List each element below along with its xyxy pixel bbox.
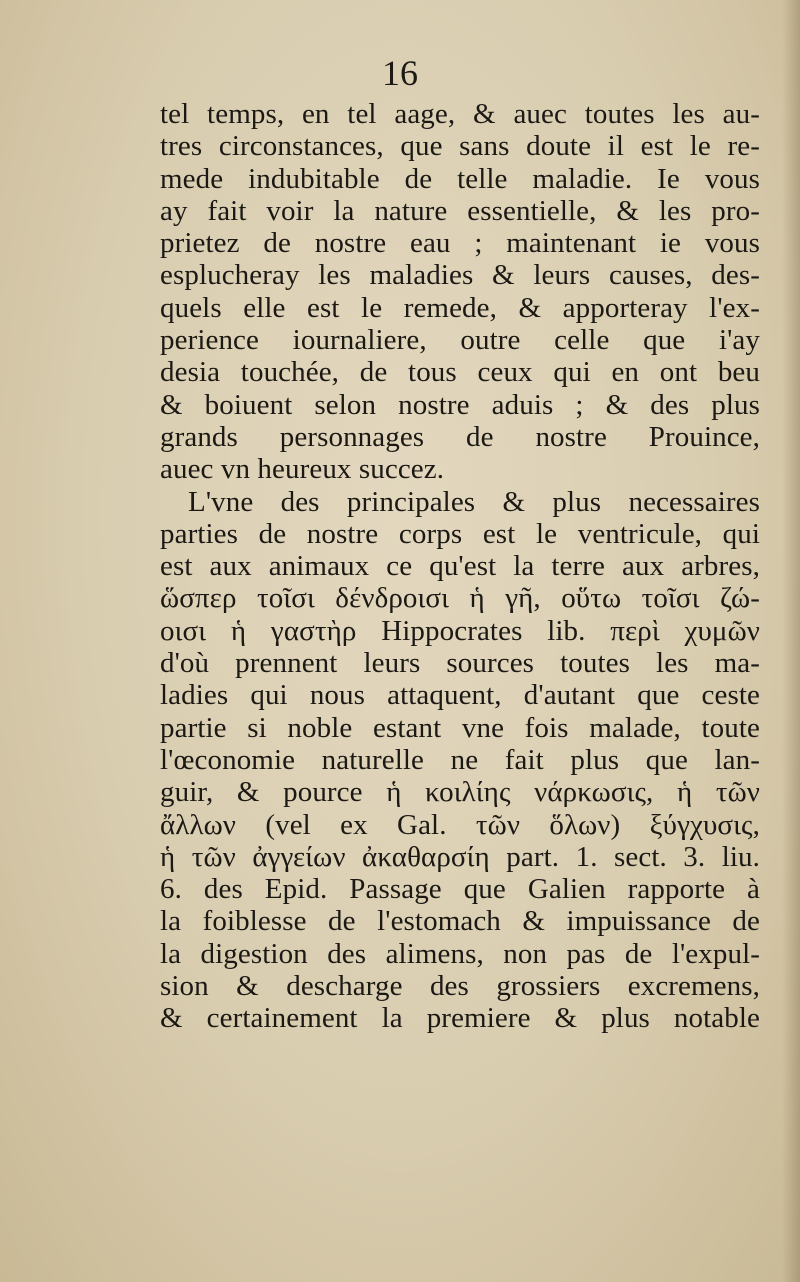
- text-line: la digestion des alimens, non pas de l'expul-: [160, 937, 760, 970]
- text-line: ay fait voir la nature essentielle, & les pro-: [160, 194, 760, 227]
- text-line: & certainement la premiere & plus notable: [160, 1002, 760, 1035]
- text-line: auec vn heureux succez.: [160, 453, 445, 486]
- text-line: L'vne des principales & plus necessaires: [188, 485, 760, 518]
- page-number: 16: [382, 53, 418, 93]
- text-line: ladies qui nous attaquent, d'autant que ceste: [160, 679, 760, 712]
- text-line: sion & descharge des grossiers excremens,: [160, 970, 760, 1003]
- text-line: prietez de nostre eau ; maintenant ie vous: [160, 227, 760, 260]
- text-line: parties de nostre corps est le ventricule, qui: [160, 517, 760, 550]
- text-line: grands personnages de nostre Prouince,: [160, 420, 760, 453]
- page-edge-shadow: [782, 0, 800, 1282]
- text-line: ἡ τῶν ἀγγείων ἀκαθαρσίη part. 1. sect. 3. liu.: [160, 840, 760, 873]
- text-line: perience iournaliere, outre celle que i'ay: [160, 324, 760, 357]
- text-line: mede indubitable de telle maladie. Ie vous: [160, 162, 760, 195]
- text-line: tel temps, en tel aage, & auec toutes les au-: [160, 98, 760, 130]
- text-line: esplucheray les maladies & leurs causes, des-: [160, 259, 760, 292]
- text-line: partie si noble estant vne fois malade, toute: [160, 711, 760, 744]
- text-line: la foiblesse de l'estomach & impuissance de: [160, 905, 760, 938]
- text-line: ἄλλων (vel ex Gal. τῶν ὅλων) ξύγχυσις,: [160, 808, 760, 841]
- text-line: ὥσπερ τοῖσι δένδροισι ἡ γῆ, οὕτω τοῖσι ζώ-: [160, 582, 760, 615]
- text-line: tres circonstances, que sans doute il est le re-: [160, 130, 760, 163]
- text-line: 6. des Epid. Passage que Galien rapporte à: [160, 873, 760, 906]
- text-line: quels elle est le remede, & apporteray l'ex-: [160, 291, 760, 324]
- text-line: d'où prennent leurs sources toutes les ma-: [160, 647, 760, 680]
- text-line: est aux animaux ce qu'est la terre aux arbres,: [160, 550, 760, 583]
- text-line: desia touchée, de tous ceux qui en ont beu: [160, 356, 760, 389]
- text-line: guir, & pource ἡ κοιλίης νάρκωσις, ἡ τῶν: [160, 776, 760, 809]
- text-line: οισι ἡ γαστὴρ Hippocrates lib. περὶ χυμῶν: [160, 614, 760, 647]
- text-line: l'œconomie naturelle ne fait plus que lan-: [160, 743, 760, 776]
- body-text: [160, 98, 760, 1035]
- text-line: & boiuent selon nostre aduis ; & des plus: [160, 388, 760, 421]
